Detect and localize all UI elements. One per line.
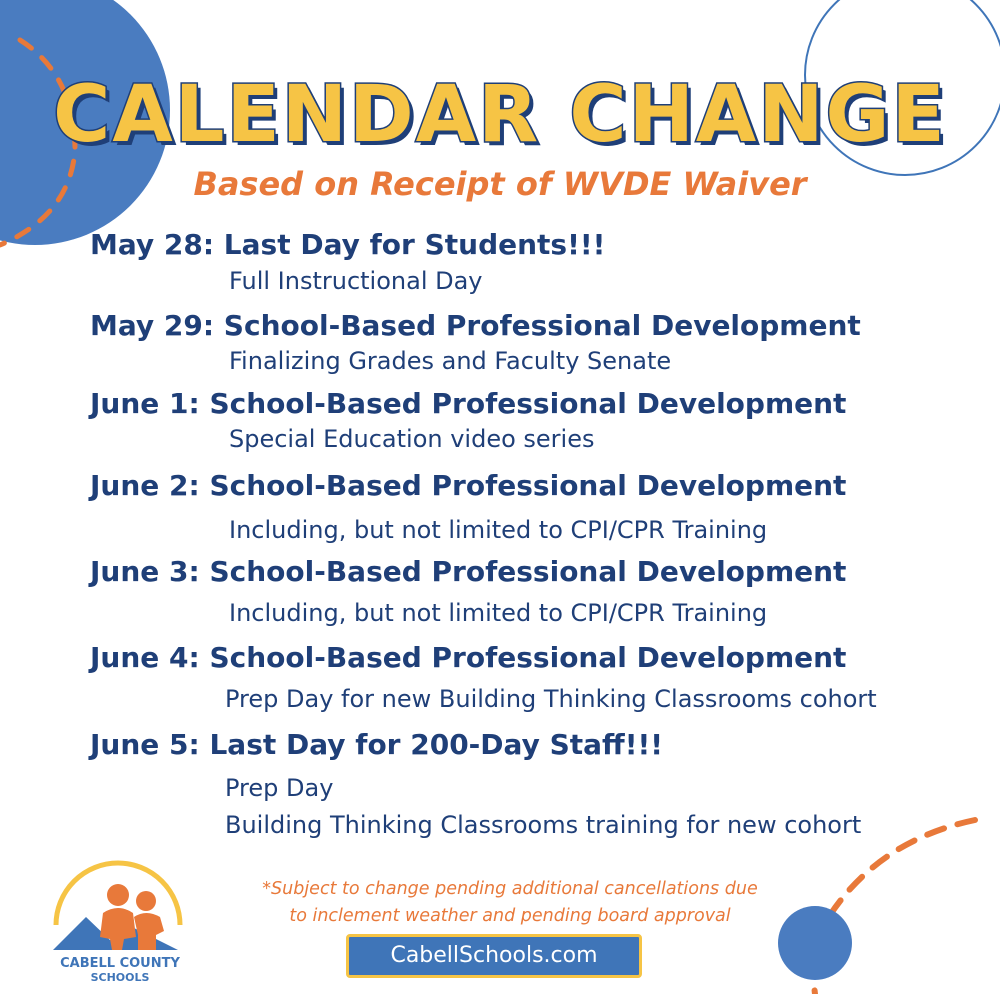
page-subtitle: Based on Receipt of WVDE Waiver	[193, 165, 807, 203]
schedule-detail: Building Thinking Classrooms training for new cohort	[225, 811, 862, 839]
website-link-button[interactable]: CabellSchools.com	[346, 934, 642, 978]
page-title: CALENDAR CHANGE	[53, 70, 947, 160]
logo-text-line1: CABELL COUNTY	[60, 956, 180, 971]
disclaimer-line: to inclement weather and pending board approval	[289, 906, 731, 926]
schedule-heading-june-3: June 3: School-Based Professional Development	[90, 555, 847, 588]
schedule-detail: Special Education video series	[229, 425, 595, 453]
schedule-detail: Prep Day for new Building Thinking Classrooms cohort	[225, 685, 877, 713]
schedule-heading-june-1: June 1: School-Based Professional Development	[90, 387, 847, 420]
schedule-heading-may-29: May 29: School-Based Professional Development	[90, 309, 861, 342]
schedule-detail: Including, but not limited to CPI/CPR Training	[229, 516, 768, 544]
schedule-heading-may-28: May 28: Last Day for Students!!!	[90, 228, 606, 261]
schedule-heading-june-5: June 5: Last Day for 200-Day Staff!!!	[90, 728, 664, 761]
schedule-detail: Finalizing Grades and Faculty Senate	[229, 347, 672, 375]
schedule-detail: Including, but not limited to CPI/CPR Training	[229, 599, 768, 627]
disclaimer-note	[220, 876, 800, 930]
disclaimer-line: *Subject to change pending additional cancellations due	[262, 879, 758, 899]
schedule-heading-june-4: June 4: School-Based Professional Development	[90, 641, 847, 674]
schedule-detail: Prep Day	[225, 774, 334, 802]
schedule-heading-june-2: June 2: School-Based Professional Development	[90, 469, 847, 502]
schedule-detail: Full Instructional Day	[229, 267, 483, 295]
logo-text-line2: SCHOOLS	[90, 971, 150, 984]
